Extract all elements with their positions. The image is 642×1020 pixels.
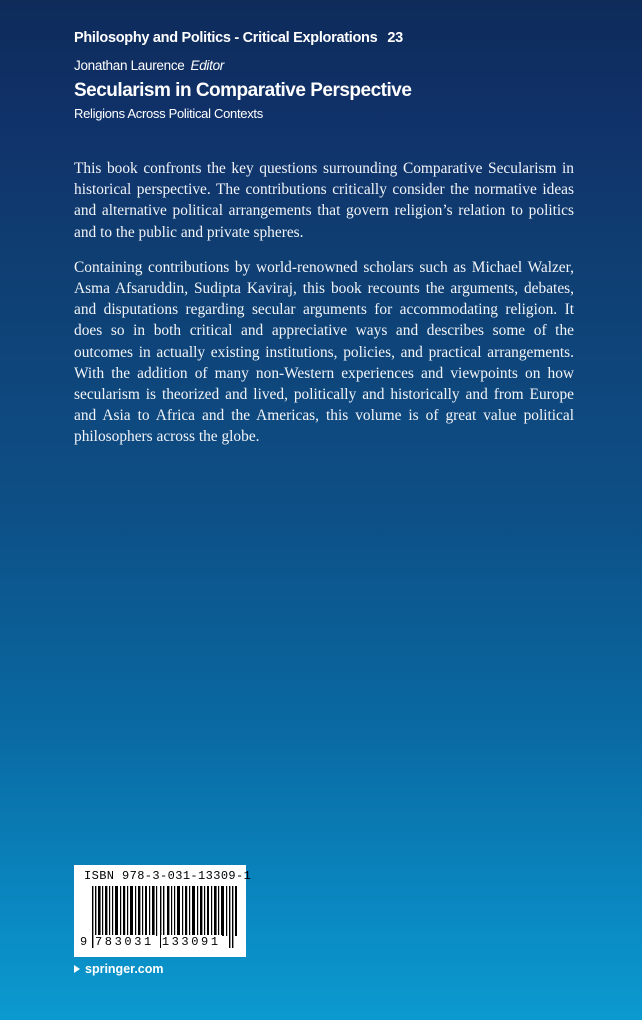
series-name: Philosophy and Politics - Critical Explorations bbox=[74, 30, 378, 46]
barcode-digit-group: 783031 bbox=[95, 935, 154, 949]
editor-role: Editor bbox=[190, 58, 224, 73]
blurb-paragraph: This book confronts the key questions surrounding Comparative Secularism in historical perspective. The contributions critically consider the normative ideas and alternative political arrangements that govern religion’s relation to politics and to the public and private spheres. bbox=[74, 160, 574, 241]
springer-link-text: springer.com bbox=[85, 962, 164, 976]
barcode-digit-group: 133091 bbox=[161, 935, 221, 949]
isbn-barcode bbox=[74, 865, 252, 957]
book-title: Secularism in Comparative Perspective bbox=[74, 80, 412, 101]
book-subtitle: Religions Across Political Contexts bbox=[74, 106, 263, 121]
springer-link[interactable] bbox=[74, 962, 164, 976]
series-title bbox=[74, 30, 403, 46]
blurb bbox=[74, 158, 574, 462]
play-triangle-icon bbox=[74, 965, 80, 973]
barcode-digits bbox=[80, 935, 222, 949]
series-number: 23 bbox=[387, 30, 403, 46]
blurb-paragraph: Containing contributions by world-renowned scholars such as Michael Walzer, Asma Afsaruddin, Sudipta Kaviraj, this book recounts the arguments, debates, and disputations regarding secular arguments for accommodating religion. It does so in both critical and appreciative ways and describes some of the outcomes in actually existing institutions, policies, and practical arrangements. With the addition of many non-Western experiences and viewpoints on how secularism is theorized and lived, politically and historically and from Europe and Asia to Africa and the Americas, this volume is of great value political philosophers across the globe. bbox=[74, 258, 574, 446]
isbn-label: ISBN 978-3-031-13309-1 bbox=[84, 869, 252, 883]
editor-line bbox=[74, 58, 224, 73]
barcode-lead-digit: 9 bbox=[80, 935, 88, 949]
editor-name: Jonathan Laurence bbox=[74, 58, 185, 73]
